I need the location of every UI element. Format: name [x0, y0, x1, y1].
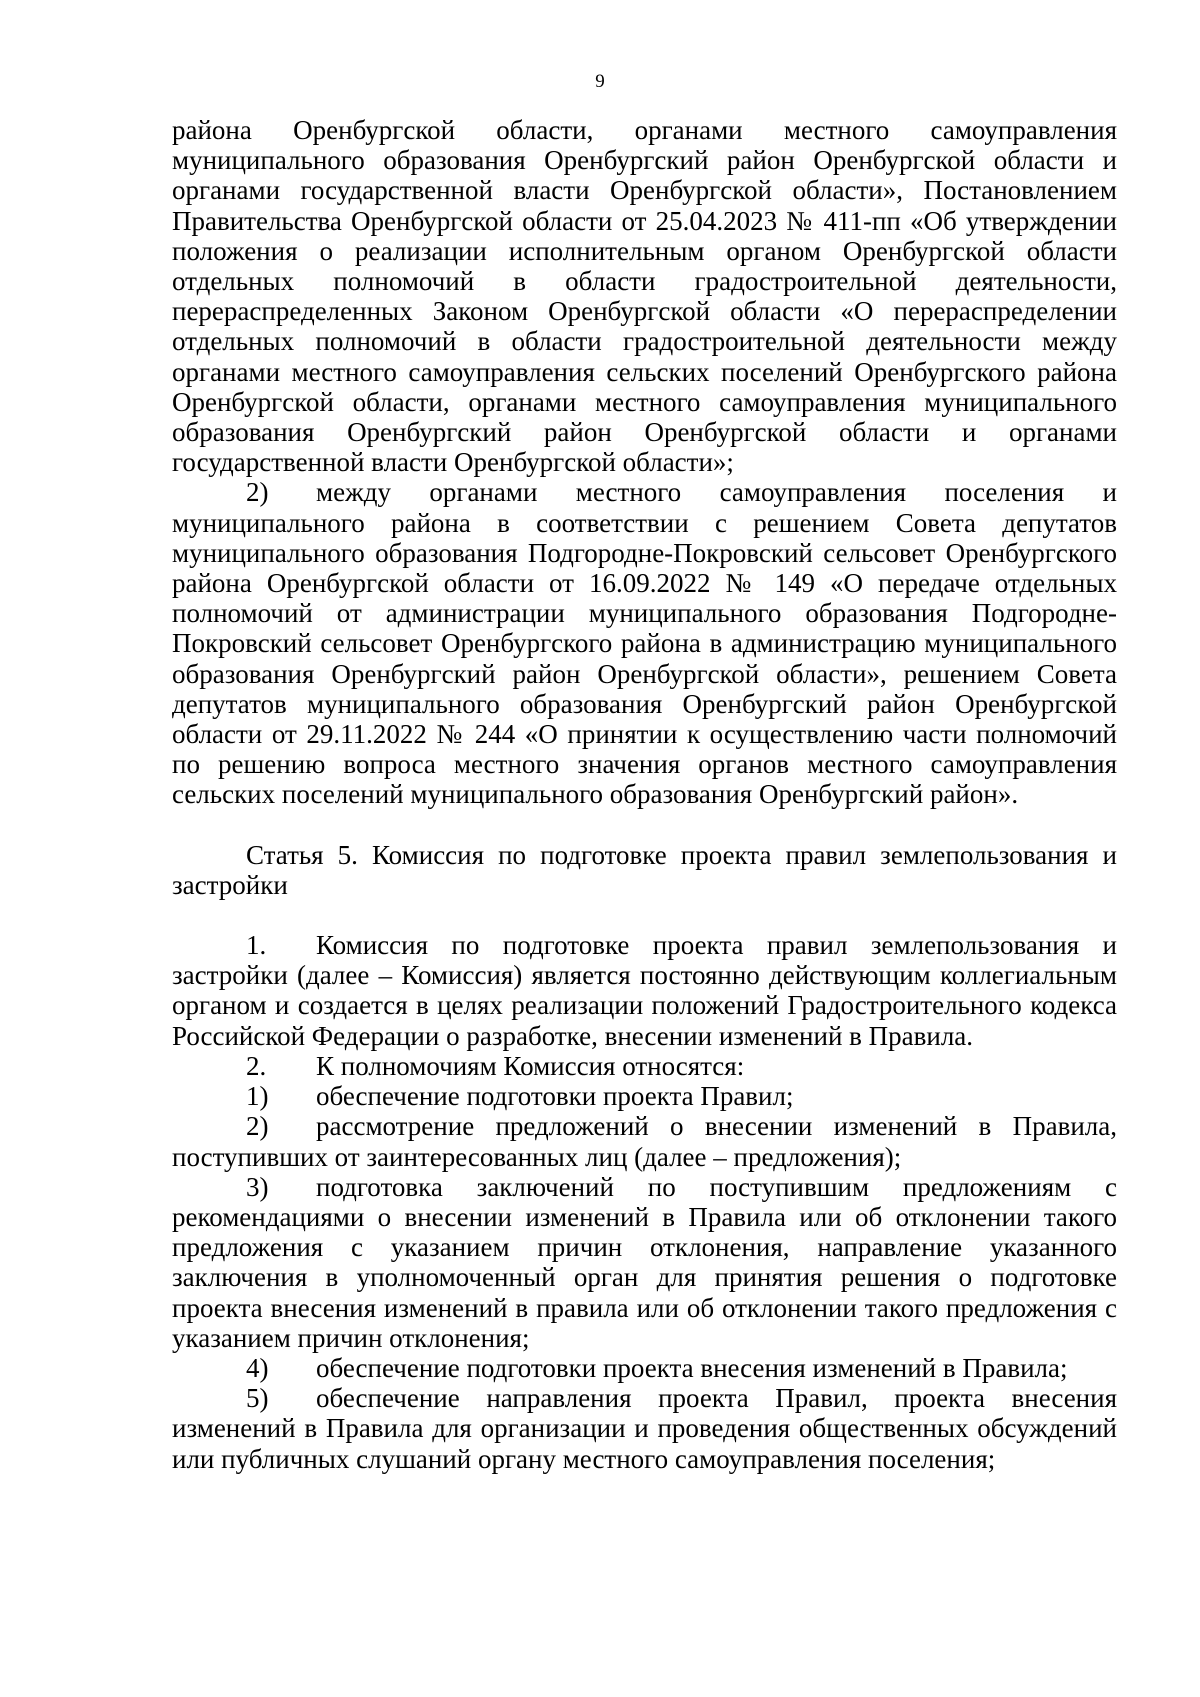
list-item-text: обеспечение подготовки проекта Правил; — [316, 1081, 794, 1112]
list-item — [172, 1051, 1117, 1081]
list-item-number: 3) — [246, 1171, 269, 1202]
list-item-text: обеспечение направления проекта Правил, проекта внесения изменений в Правила для организации и проведения общественных обсуждений или публичных слушаний органу местного самоуправления поселения; — [172, 1383, 1117, 1474]
article-heading: Статья 5. Комиссия по подготовке проекта правил землепользования и застройки — [172, 839, 1117, 900]
list-item — [172, 930, 1117, 1051]
list-item — [172, 1172, 1117, 1353]
list-item-number: 2) — [246, 1111, 269, 1142]
spacer — [172, 900, 1117, 930]
document-body — [172, 115, 1117, 1474]
list-item-text: подготовка заключений по поступившим предложениям с рекомендациями о внесении изменений в Правила или об отклонении такого предложения с указанием причин отклонения, направление указанного заключения в уполномоченный орган для принятия решения о подготовке проекта внесения изменений в правила или об отклонении такого предложения с указанием причин отклонения; — [172, 1171, 1117, 1353]
list-item-number: 2) — [246, 477, 269, 508]
list-item — [172, 1081, 1117, 1111]
list-item — [172, 1383, 1117, 1474]
list-item-text: К полномочиям Комиссия относятся: — [316, 1050, 745, 1081]
list-item-point-2 — [172, 477, 1117, 809]
list-item-number: 1. — [246, 930, 267, 961]
list-item-number: 4) — [246, 1352, 269, 1383]
list-item-number: 1) — [246, 1081, 269, 1112]
spacer — [172, 810, 1117, 840]
list-item-number: 5) — [246, 1383, 269, 1414]
list-item-text: между органами местного самоуправления поселения и муниципального района в соответствии с решением Совета депутатов муниципального образования Подгородне-Покровский сельсовет Оренбургского района Оренбургской области от 16.09.2022 № 149 «О передаче отдельных полномочий от администрации муниципального образования Подгородне-Покровский сельсовет Оренбургского района в администрацию муниципального образования Оренбургский район Оренбургской области», решением Совета депутатов муниципального образования Оренбургский район Оренбургской области от 29.11.2022 № 244 «О принятии к осуществлению части полномочий по решению вопроса местного значения органов местного самоуправления сельских поселений муниципального образования Оренбургский район». — [172, 477, 1117, 810]
intro-paragraph: района Оренбургской области, органами местного самоуправления муниципального образования Оренбургский район Оренбургской области и органами государственной власти Оренбургской области», Постановлением Правительства Оренбургской области от 25.04.2023 № 411-пп «Об утверждении положения о реализации исполнительным органом Оренбургской области отдельных полномочий в области градостроительной деятельности, перераспределенных Законом Оренбургской области «О перераспределении отдельных полномочий в области градостроительной деятельности между органами местного самоуправления сельских поселений Оренбургского района Оренбургской области, органами местного самоуправления муниципального образования Оренбургский район Оренбургской области и органами государственной власти Оренбургской области»; — [172, 115, 1117, 478]
list-item-text: рассмотрение предложений о внесении изменений в Правила, поступивших от заинтересованных лиц (далее – предложения); — [172, 1111, 1117, 1172]
page-number: 9 — [595, 71, 605, 92]
list-item-text: Комиссия по подготовке проекта правил землепользования и застройки (далее – Комиссия) является постоянно действующим коллегиальным органом и создается в целях реализации положений Градостроительного кодекса Российской Федерации о разработке, внесении изменений в Правила. — [172, 930, 1117, 1051]
list-item-text: обеспечение подготовки проекта внесения изменений в Правила; — [316, 1352, 1068, 1383]
list-item-number: 2. — [246, 1050, 267, 1081]
list-item — [172, 1111, 1117, 1171]
list-item — [172, 1353, 1117, 1383]
